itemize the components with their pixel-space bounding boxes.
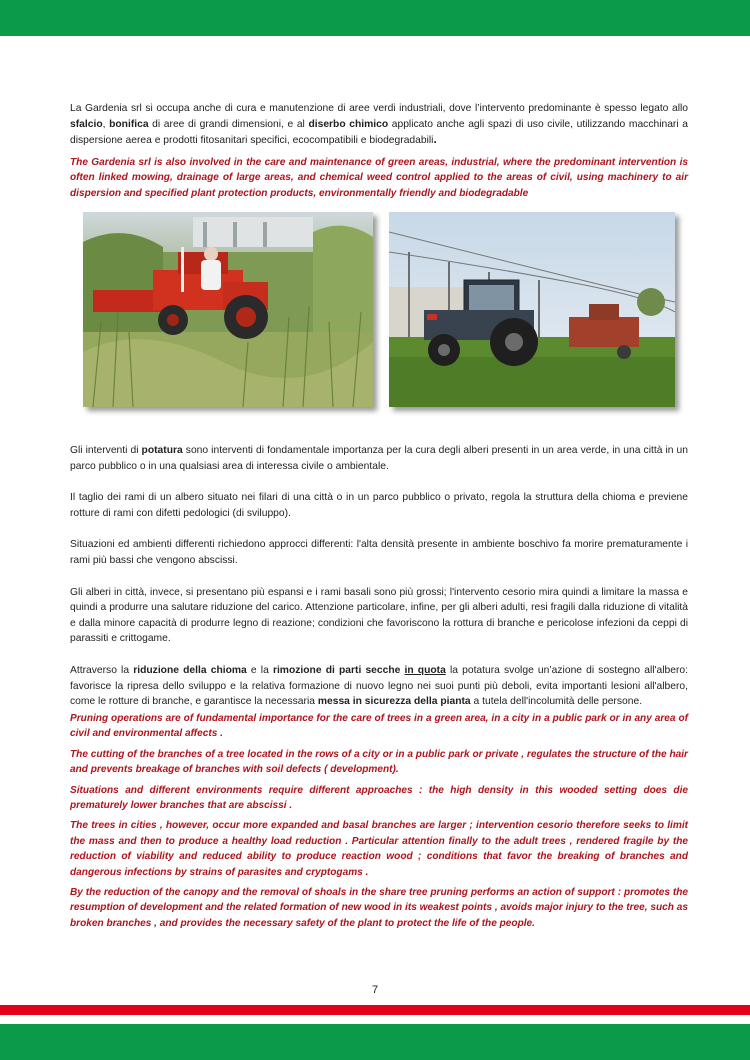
paragraph-potatura: Gli interventi di potatura sono interventi di fondamentale importanza per la cura degli alberi presenti in un area verde, in una città in un parco pubblico o in una qualsiasi area di interessa civile o ambientale.: [70, 445, 688, 472]
paragraph-riduzione-chioma: Attraverso la riduzione della chioma e la rimozione di parti secche in quota la potatura svolge un’azione di sostegno all'albero: favorisce la ripresa dello sviluppo e la relativa formazione di nuovo legno nei suoi punti più deboli, evita importanti lesioni all'albero, come le rotture di branche, e garantisce la necessaria messa in sicurezza della pianta a tutela dell'incolumità delle persone.: [70, 664, 688, 708]
english-paragraph-3: Situations and different environments require different approaches : the high density in this wooded setting does die prematurely lower branches that are abscissi .: [70, 784, 688, 812]
english-paragraph-2: The cutting of the branches of a tree located in the rows of a city or in a public park or private , regulates the structure of the hair and prevents breakage of branches with soil defects ( development).: [70, 748, 688, 776]
photo-red-tractor: [83, 212, 373, 407]
pruning-english-section: [70, 711, 688, 931]
paragraph-alberi-citta: Gli alberi in città, invece, si presentano più espansi e i rami basali sono più grossi; l'intervento cesorio mira quindi a limitare la massa e quindi a produrre una salutare riduzione del carico. Attenzione particolare, infine, per gli alberi adulti, resi fragili dalla riduzione di vitalità e dalla minore capacità di produrre legno di reazione; condizioni che favoriscono la rottura di branche e pericolose infezioni da ceppi di parassiti e crittogame.: [70, 586, 688, 645]
bottom-red-band: [0, 1005, 750, 1015]
bottom-white-band: [0, 1015, 750, 1024]
intro-italian: La Gardenia srl si occupa anche di cura e manutenzione di aree verdi industriali, dove l’intervento predominante è spesso legato allo sfalcio, bonifica di aree di grandi dimensioni, e al diserbo chimico applicato anche agli spazi di uso civile, utilizzando macchinari a dispersione aerea e prodotti fitosanitari specifici, ecocompatibili e biodegradabili.: [70, 103, 688, 147]
top-green-band: [0, 0, 750, 36]
paragraph-situazioni: Situazioni ed ambienti differenti richiedono approcci differenti: l'alta densità presente in ambiente boschivo fa morire prematuramente i rami più bassi che vengono abscissi.: [70, 539, 688, 566]
english-paragraph-5: By the reduction of the canopy and the removal of shoals in the share tree pruning performs an action of support : promotes the resumption of development and the related formation of new wood in its weakest points , avoids major injury to the tree, such as broken branches , and provides the necessary safety of the plant to protect the life of the people.: [70, 887, 688, 929]
intro-english: The Gardenia srl is also involved in the care and maintenance of green areas, industrial, where the predominant intervention is often linked mowing, drainage of large areas, and chemical weed control applied to the areas of civil, using machinery to air dispersion and specified plant protection products, environmentally friendly and biodegradable: [70, 156, 688, 199]
bottom-green-band: [0, 1024, 750, 1060]
dark-tractor-image: [389, 212, 675, 407]
intro-section: [70, 101, 688, 201]
english-paragraph-4: The trees in cities , however, occur more expanded and basal branches are larger ; intervention cesorio therefore seeks to limit the mass and then to produce a healthy load reduction . Particular attention finally to the adult trees , rendered fragile by the reduction of viability and reduced ability to produce reaction wood ; conditions that favor the breaking of branches and dangerous infections by strains of parasites and cryptogams .: [70, 820, 688, 878]
paragraph-taglio-rami: Il taglio dei rami di un albero situato nei filari di una città o in un parco pubblico o privato, regola la struttura della chioma e previene rotture di rami con difetti pedologici (di sviluppo).: [70, 492, 688, 519]
page-number: 7: [371, 984, 379, 996]
english-paragraph-1: Pruning operations are of fundamental importance for the care of trees in a green area, in a city in a public park or in any area of civil and environmental affects .: [70, 713, 688, 740]
pruning-italian-section: [70, 443, 688, 710]
red-tractor-image: [83, 212, 373, 407]
photo-dark-tractor: [389, 212, 675, 407]
